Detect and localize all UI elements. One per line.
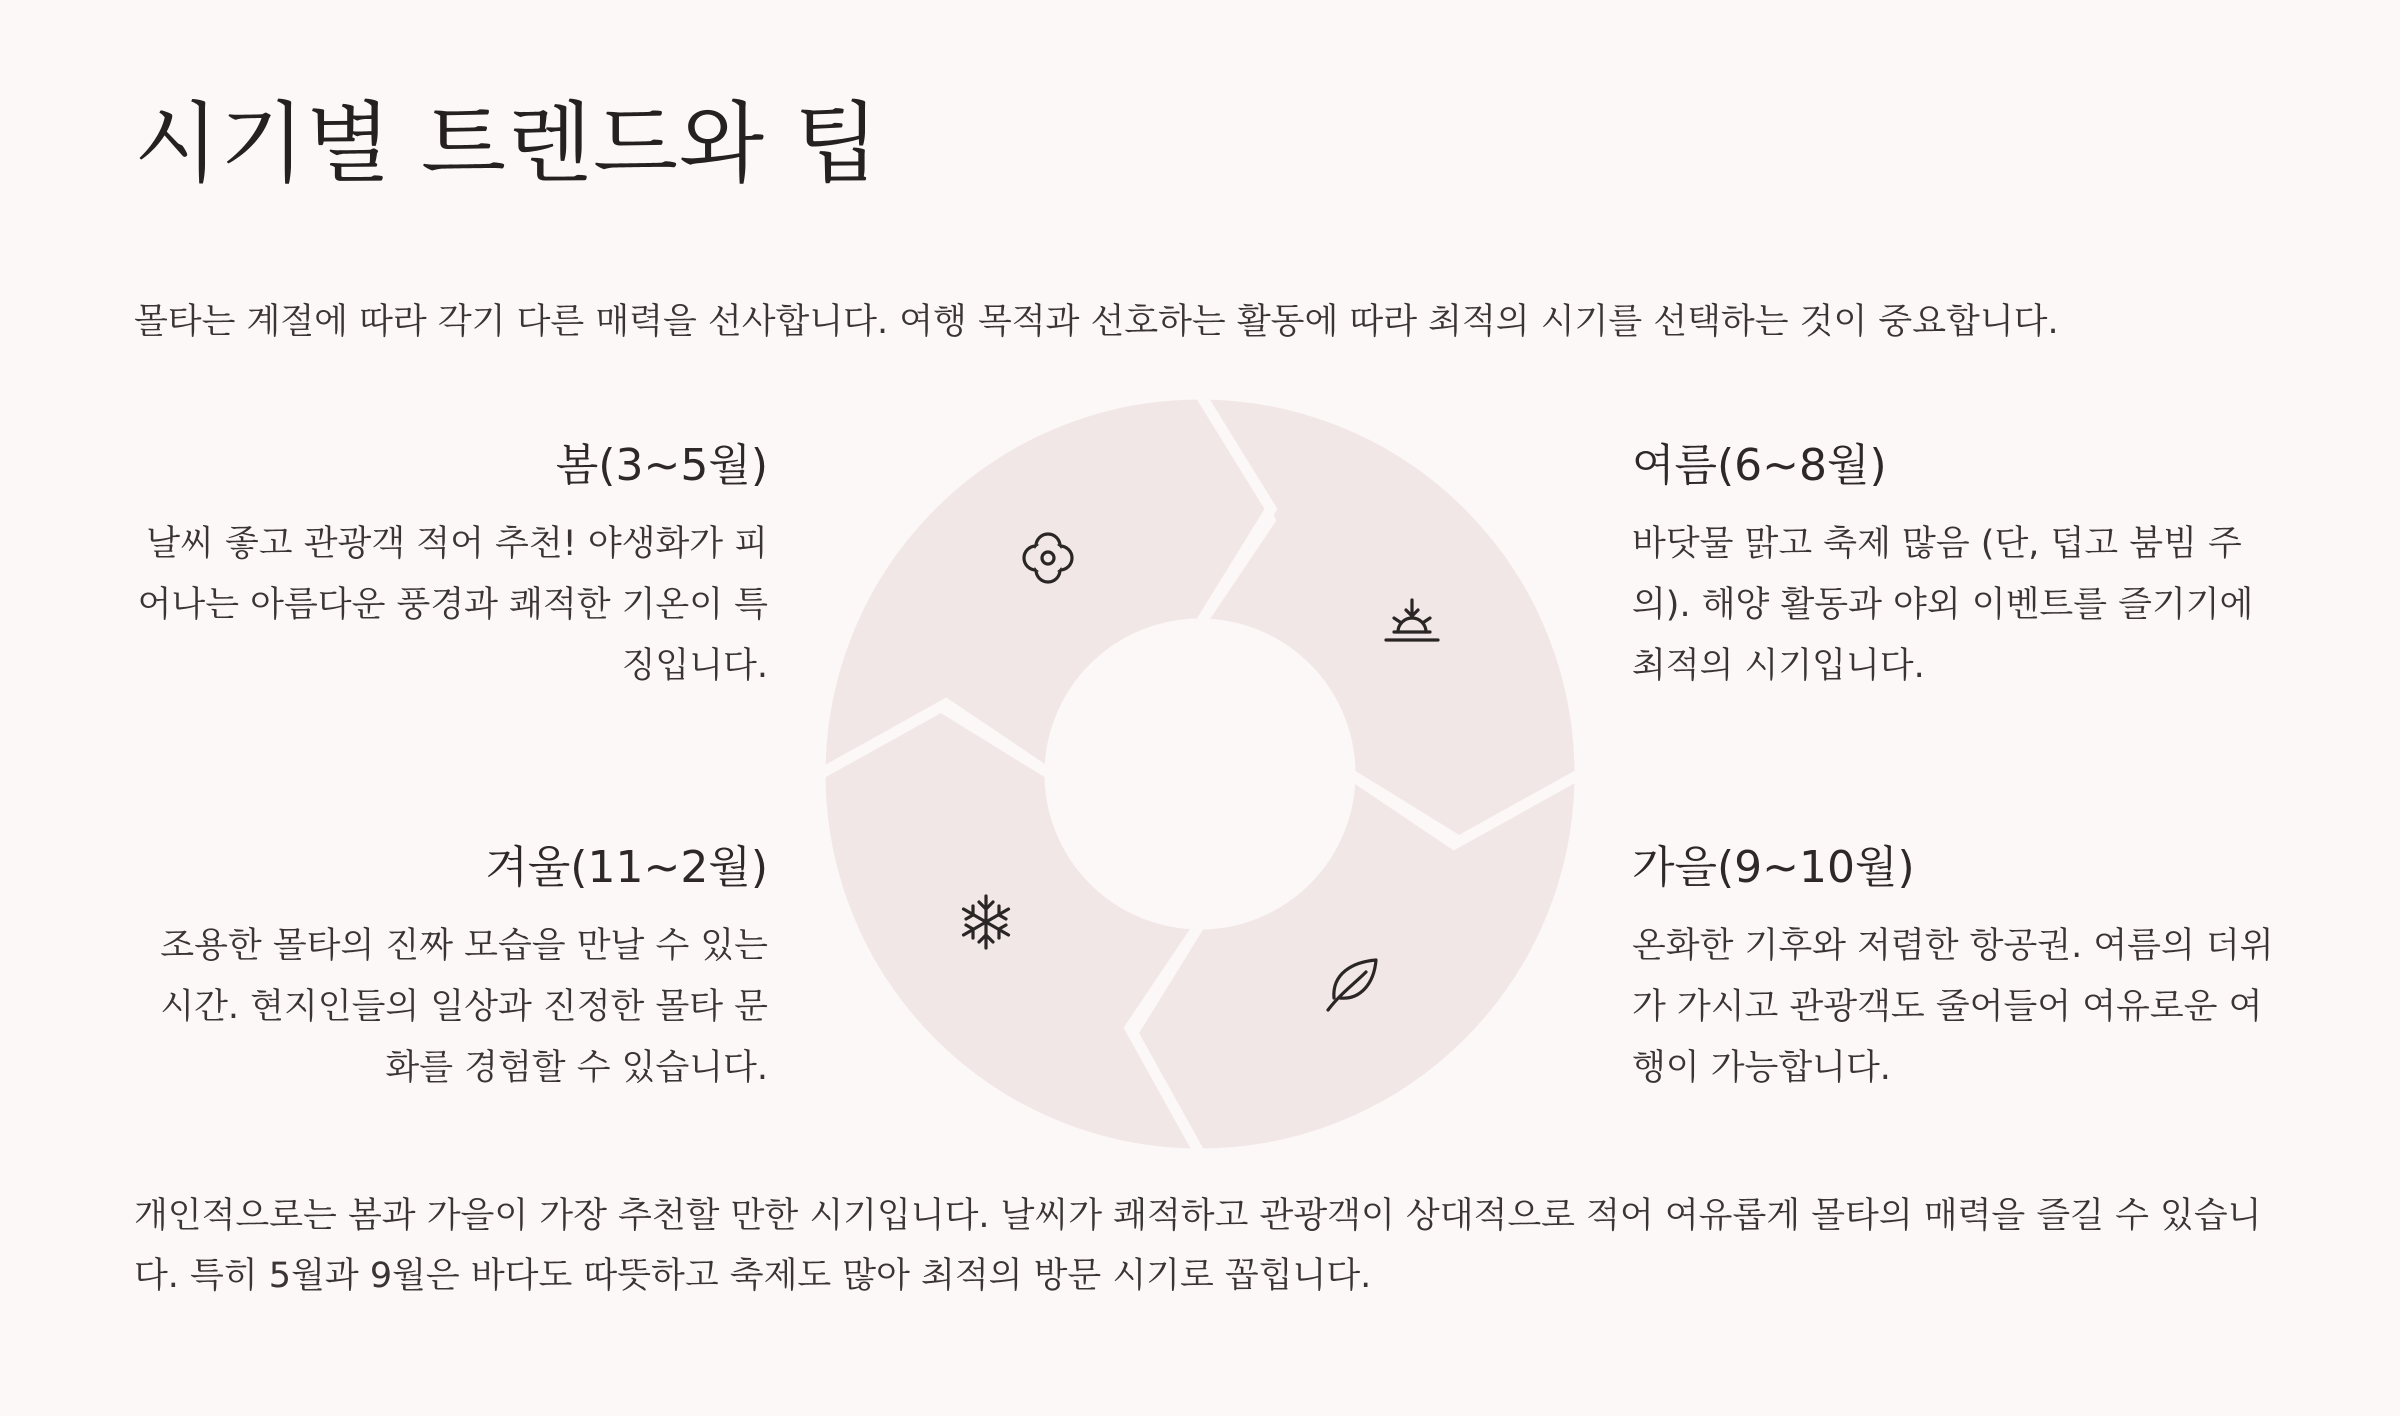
page-title: 시기별 트렌드와 팁	[134, 92, 881, 195]
summer-title: 여름(6~8월)	[1632, 440, 1887, 491]
footer-text: 개인적으로는 봄과 가을이 가장 추천할 만한 시기입니다. 날씨가 쾌적하고 관광객이 상대적으로 적어 여유롭게 몰타의 매력을 즐길 수 있습니다. 특히 5월과 9월은 바다도 따뜻하고 축제도 많아 최적의 방문 시기로 꼽힙니다.	[134, 1196, 2262, 1296]
summer-segment	[1200, 394, 1580, 845]
spring-segment	[820, 394, 1271, 774]
spring-description: 날씨 좋고 관광객 적어 추천! 야생화가 피어나는 아름다운 풍경과 쾌적한 기온이 특징입니다.	[137, 524, 768, 686]
winter-segment	[820, 703, 1200, 1154]
autumn-title: 가을(9~10월)	[1632, 842, 1915, 893]
spring-title: 봄(3~5월)	[555, 440, 768, 491]
winter-description: 조용한 몰타의 진짜 모습을 만날 수 있는 시간. 현지인들의 일상과 진정한 몰타 문화를 경험할 수 있습니다.	[160, 926, 768, 1088]
summer-description: 바닷물 맑고 축제 많음 (단, 덥고 붐빔 주의). 해양 활동과 야외 이벤트를 즐기기에 최적의 시기입니다.	[1632, 524, 2254, 686]
winter-title: 겨울(11~2월)	[485, 842, 768, 893]
season-cycle-diagram	[820, 394, 1580, 1154]
autumn-description: 온화한 기후와 저렴한 항공권. 여름의 더위가 가시고 관광객도 줄어들어 여유로운 여행이 가능합니다.	[1632, 926, 2274, 1088]
intro-text: 몰타는 계절에 따라 각기 다른 매력을 선사합니다. 여행 목적과 선호하는 활동에 따라 최적의 시기를 선택하는 것이 중요합니다.	[134, 302, 2059, 342]
